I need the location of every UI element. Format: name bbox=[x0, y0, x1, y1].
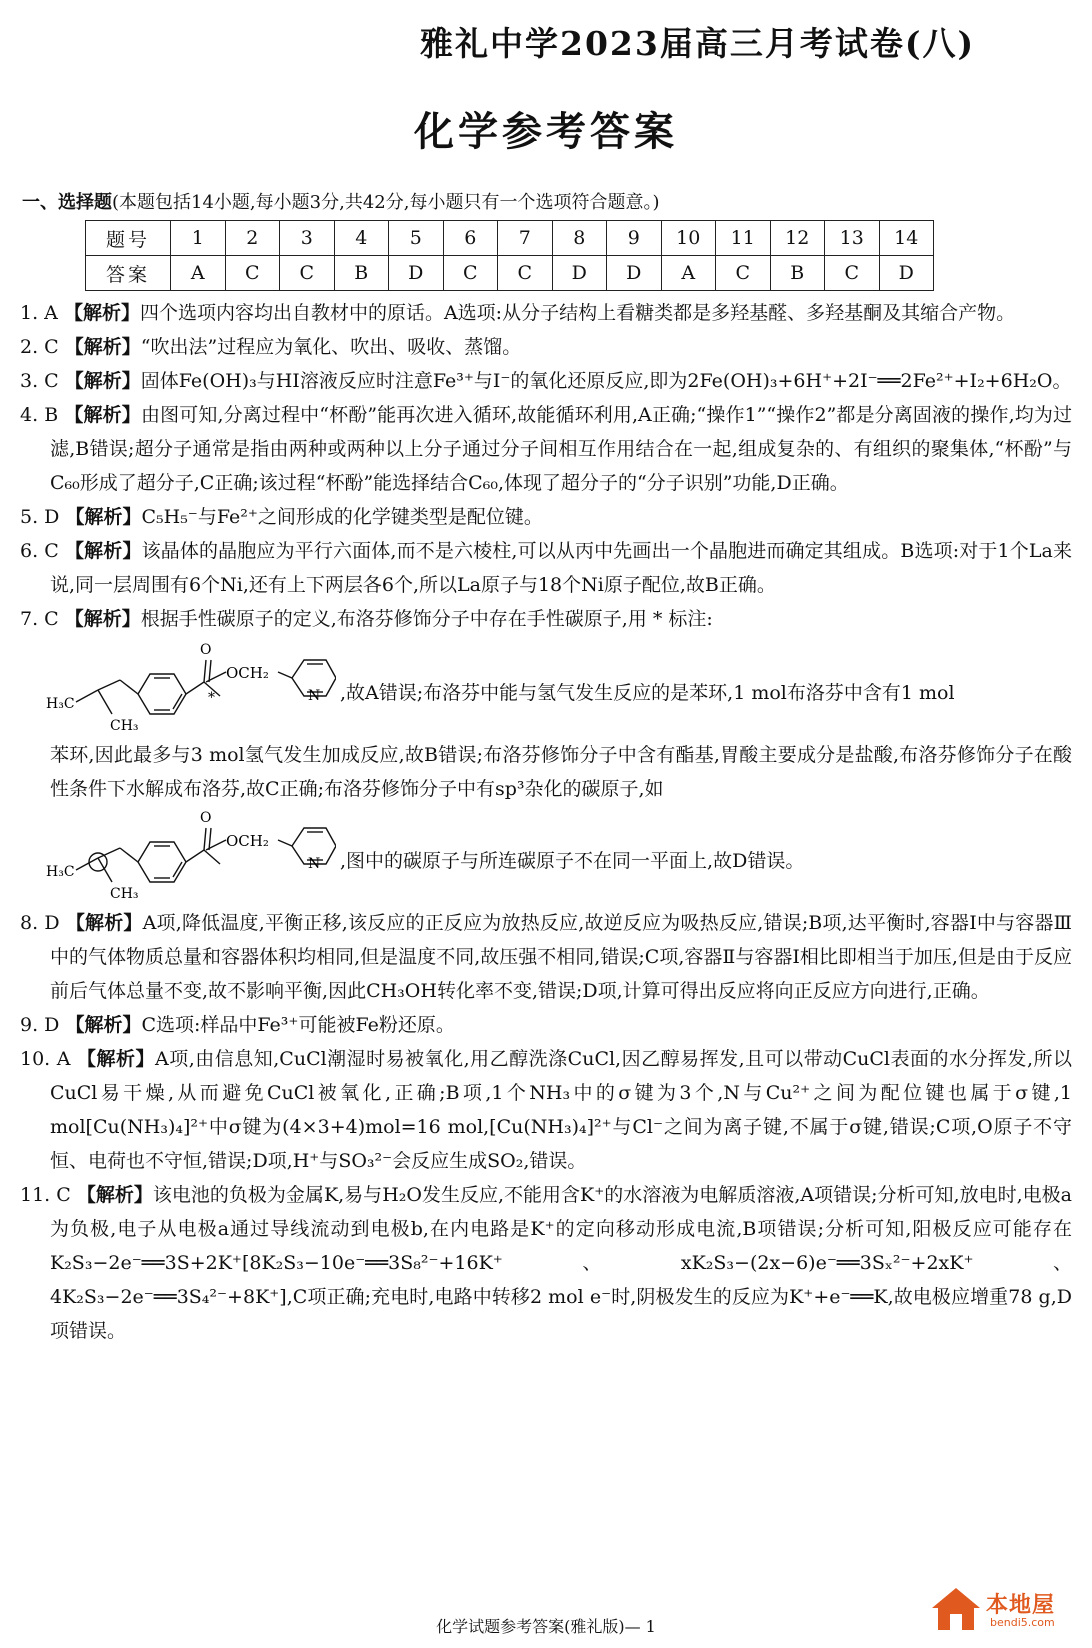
question-number: 2. C bbox=[20, 336, 65, 358]
nitrogen-label: N bbox=[308, 856, 321, 872]
explanation-text: A项,降低温度,平衡正移,该反应的正反应为放热反应,故逆反应为吸热反应,错误;B项,达平衡时,容器Ⅰ中与容器Ⅲ中的气体物质总量和容器体积均相同,但是温度不同,故压强不相同,错误;C项,容器Ⅱ与容器Ⅰ相比即相当于加压,但是由于反应前后气体总量不变,故不影响平衡,因此CH₃OH转化率不变,错误;D项,计算可得出反应将向正反应方向进行,正确。 bbox=[50, 912, 1072, 1002]
analysis-tag: 【解析】 bbox=[76, 1184, 153, 1206]
analysis-tag: 【解析】 bbox=[65, 540, 142, 562]
explanation-q1 bbox=[20, 296, 1072, 330]
analysis-tag: 【解析】 bbox=[65, 1014, 142, 1036]
question-number-cell: 7 bbox=[498, 221, 553, 256]
house-icon bbox=[930, 1584, 982, 1632]
explanation-q3 bbox=[20, 364, 1072, 398]
watermark-url: bendi5.com bbox=[990, 1616, 1055, 1629]
explanations bbox=[20, 296, 1072, 1348]
explanation-text: “吹出法”过程应为氧化、吹出、吸收、蒸馏。 bbox=[140, 336, 522, 358]
explanation-q7 bbox=[20, 602, 1072, 636]
question-number: 7. C bbox=[20, 608, 65, 630]
och2-label: OCH₂ bbox=[226, 664, 269, 682]
answer-cell: C bbox=[225, 256, 280, 291]
nitrogen-label: N bbox=[308, 688, 321, 704]
explanation-q8 bbox=[20, 906, 1072, 1008]
analysis-tag: 【解析】 bbox=[64, 370, 141, 392]
question-number: 8. D bbox=[20, 912, 66, 934]
question-number-cell: 1 bbox=[171, 221, 226, 256]
ibuprofen-ester-structure bbox=[46, 640, 336, 738]
answer-table-number-row bbox=[86, 221, 934, 256]
explanation-text: 根据手性碳原子的定义,布洛芬修饰分子中存在手性碳原子,用 * 标注: bbox=[140, 608, 713, 630]
answer-cell: C bbox=[443, 256, 498, 291]
answer-cell: B bbox=[334, 256, 389, 291]
section-heading bbox=[22, 188, 659, 214]
question-number: 3. C bbox=[20, 370, 65, 392]
structure-row-2 bbox=[20, 806, 1072, 906]
answer-cell: C bbox=[280, 256, 335, 291]
question-number: 10. A bbox=[20, 1048, 78, 1070]
question-number: 4. B bbox=[20, 404, 65, 426]
section-note: (本题包括14小题,每小题3分,共42分,每小题只有一个选项符合题意。) bbox=[112, 192, 660, 213]
analysis-tag: 【解析】 bbox=[65, 506, 142, 528]
analysis-tag: 【解析】 bbox=[64, 608, 141, 630]
question-number-cell: 10 bbox=[661, 221, 716, 256]
watermark-logo bbox=[930, 1584, 1080, 1636]
explanation-text: 固体Fe(OH)₃与HI溶液反应时注意Fe³⁺与I⁻的氧化还原反应,即为2Fe(OH)₃+6H⁺+2I⁻══2Fe²⁺+I₂+6H₂O。 bbox=[140, 370, 1072, 392]
answer-cell: C bbox=[498, 256, 553, 291]
explanation-text: A项,由信息知,CuCl潮湿时易被氧化,用乙醇洗涤CuCl,因乙醇易挥发,且可以带动CuCl表面的水分挥发,所以CuCl易干燥,从而避免CuCl被氧化,正确;B项,1个NH₃中的σ键为3个,N与Cu²⁺之间为配位键也属于σ键,1 mol[Cu(NH₃)₄]²⁺中σ键为(4×3+4)mol=16 mol,[Cu(NH₃)₄]²⁺与Cl⁻之间为离子键,不属于σ键,错误;C项,O原子不守恒、电荷也不守恒,错误;D项,H⁺与SO₃²⁻会反应生成SO₂,错误。 bbox=[50, 1048, 1072, 1172]
ibuprofen-ester-structure-sp3 bbox=[46, 808, 336, 906]
explanation-q10 bbox=[20, 1042, 1072, 1178]
oxygen-label: O bbox=[200, 642, 212, 658]
explanation-text: 该电池的负极为金属K,易与H₂O发生反应,不能用含K⁺的水溶液为电解质溶液,A项错误;分析可知,放电时,电极a为负极,电子从电极a通过导线流动到电极b,在内电路是K⁺的定向移动形成电流,B项错误;分析可知,阳极反应可能存在K₂S₃−2e⁻══3S+2K⁺[8K₂S₃−10e⁻══3S₈²⁻+16K⁺、xK₂S₃−(2x−6)e⁻══3Sₓ²⁻+2xK⁺、4K₂S₃−2e⁻══3S₄²⁻+8K⁺],C项正确;充电时,电路中转移2 mol e⁻时,阴极发生的反应为K⁺+e⁻══K,故电极应增重78 g,D项错误。 bbox=[50, 1184, 1072, 1342]
section-label: 一、选择题 bbox=[22, 192, 112, 213]
question-number-cell: 6 bbox=[443, 221, 498, 256]
answer-cell: A bbox=[661, 256, 716, 291]
explanation-q5 bbox=[20, 500, 1072, 534]
analysis-tag: 【解析】 bbox=[64, 336, 141, 358]
analysis-tag: 【解析】 bbox=[63, 302, 140, 324]
explanation-text: 该晶体的晶胞应为平行六面体,而不是六棱柱,可以从丙中先画出一个晶胞进而确定其组成。B选项:对于1个La来说,同一层周围有6个Ni,还有上下两层各6个,所以La原子与18个Ni原子配位,故B正确。 bbox=[50, 540, 1072, 596]
explanation-text: 四个选项内容均出自教材中的原话。A选项:从分子结构上看糖类都是多羟基醛、多羟基酮及其缩合产物。 bbox=[139, 302, 1016, 324]
explanation-q4 bbox=[20, 398, 1072, 500]
structure-row-1 bbox=[20, 636, 1072, 738]
answer-cell: D bbox=[879, 256, 934, 291]
answer-cell: D bbox=[607, 256, 662, 291]
page-footer: 化学试题参考答案(雅礼版)— 1 bbox=[436, 1617, 656, 1636]
explanation-text: ,图中的碳原子与所连碳原子不在同一平面上,故D错误。 bbox=[340, 850, 805, 872]
analysis-tag: 【解析】 bbox=[77, 1048, 156, 1070]
answer-cell: C bbox=[716, 256, 771, 291]
answer-table-row-label: 答案 bbox=[86, 256, 171, 291]
answer-cell: D bbox=[389, 256, 444, 291]
question-number: 1. A bbox=[20, 302, 64, 324]
question-number-cell: 5 bbox=[389, 221, 444, 256]
question-number: 11. C bbox=[20, 1184, 77, 1206]
question-number-cell: 3 bbox=[280, 221, 335, 256]
explanation-q7-continued: 苯环,因此最多与3 mol氢气发生加成反应,故B错误;布洛芬修饰分子中含有酯基,胃酸主要成分是盐酸,布洛芬修饰分子在酸性条件下水解成布洛芬,故C正确;布洛芬修饰分子中有sp³杂化的碳原子,如 bbox=[50, 744, 1072, 800]
ch3-label: CH₃ bbox=[110, 718, 139, 734]
question-number-cell: 11 bbox=[716, 221, 771, 256]
och2-label: OCH₂ bbox=[226, 832, 269, 850]
chiral-star: * bbox=[208, 690, 215, 706]
explanation-q9 bbox=[20, 1008, 1072, 1042]
question-number-cell: 12 bbox=[770, 221, 825, 256]
answer-cell: B bbox=[770, 256, 825, 291]
answer-table-row-label: 题号 bbox=[86, 221, 171, 256]
explanation-text: ,故A错误;布洛芬中能与氢气发生反应的是苯环,1 mol布洛芬中含有1 mol bbox=[340, 682, 955, 704]
question-number: 5. D bbox=[20, 506, 66, 528]
analysis-tag: 【解析】 bbox=[64, 404, 141, 426]
analysis-tag: 【解析】 bbox=[65, 912, 143, 934]
oxygen-label: O bbox=[200, 810, 212, 826]
explanation-text: C选项:样品中Fe³⁺可能被Fe粉还原。 bbox=[141, 1014, 455, 1036]
question-number: 6. C bbox=[20, 540, 66, 562]
explanation-q2 bbox=[20, 330, 1072, 364]
school-title: 雅礼中学2023届高三月考试卷(八) bbox=[420, 24, 976, 63]
question-number-cell: 14 bbox=[879, 221, 934, 256]
question-number: 9. D bbox=[20, 1014, 66, 1036]
question-number-cell: 9 bbox=[607, 221, 662, 256]
answer-cell: C bbox=[825, 256, 880, 291]
explanation-q6 bbox=[20, 534, 1072, 602]
answer-table-answer-row bbox=[86, 256, 934, 291]
question-number-cell: 13 bbox=[825, 221, 880, 256]
page-title: 化学参考答案 bbox=[414, 108, 678, 155]
explanation-text: 由图可知,分离过程中“杯酚”能再次进入循环,故能循环利用,A正确;“操作1”“操作2”都是分离固液的操作,均为过滤,B错误;超分子通常是指由两种或两种以上分子通过分子间相互作用结合在一起,组成复杂的、有组织的聚集体,“杯酚”与C₆₀形成了超分子,C正确;该过程“杯酚”能选择结合C₆₀,体现了超分子的“分子识别”功能,D正确。 bbox=[50, 404, 1072, 494]
watermark-brand: 本地屋 bbox=[986, 1593, 1056, 1618]
ch3-label: CH₃ bbox=[110, 886, 139, 902]
answer-cell: A bbox=[171, 256, 226, 291]
explanation-text: C₅H₅⁻与Fe²⁺之间形成的化学键类型是配位键。 bbox=[141, 506, 543, 528]
h3c-label: H₃C bbox=[46, 864, 75, 880]
h3c-label: H₃C bbox=[46, 696, 75, 712]
answer-table bbox=[85, 220, 934, 291]
question-number-cell: 8 bbox=[552, 221, 607, 256]
question-number-cell: 2 bbox=[225, 221, 280, 256]
answer-cell: D bbox=[552, 256, 607, 291]
explanation-q11 bbox=[20, 1178, 1072, 1348]
question-number-cell: 4 bbox=[334, 221, 389, 256]
